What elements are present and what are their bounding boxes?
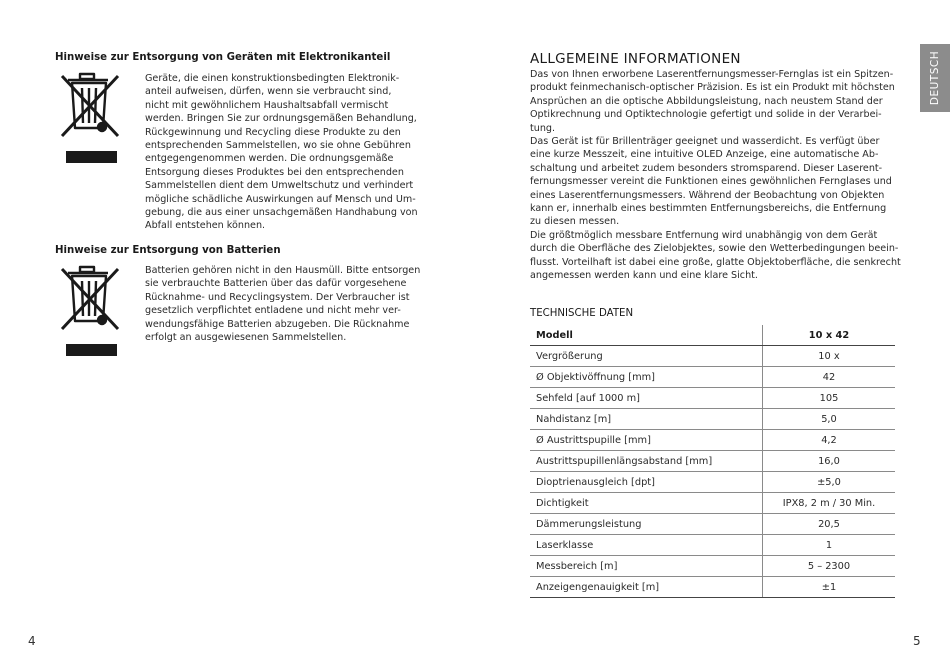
spec-label-cell: Anzeigengenauigkeit [m] bbox=[530, 577, 763, 598]
table-row bbox=[530, 346, 895, 367]
table-row bbox=[530, 367, 895, 388]
battery-heading: Hinweise zur Entsorgung von Batterien bbox=[55, 245, 281, 256]
general-info-text: Das von Ihnen erworbene Laserentfernungsmesser-Fernglas ist ein Spitzen- produkt feinmechanisch-optischer Präzision. Es ist ein Produkt mit höchsten Ansprüchen an die optische Abbildungsleistung, nach neustem Stand der Optikrechnung und Optiktechnologie gefertigt und solide in der Verarbei- tung. Das Gerät ist für Brillenträger geeignet und wasserdicht. Es verfügt über eine kurze Messzeit, eine intuitive OLED Anzeige, eine automatische Ab- schaltung und arbeitet zudem besonders stromsparend. Dieser Laserent- fernungsmesser vereint die Funktionen eines gewöhnlichen Fernglases und eines Laserentfernungsmessers. Während der Beobachtung von Objekten kann er, innerhalb eines bestimmten Entfernungsbereichs, die Entfernung zu diesen messen. Die größtmöglich messbare Entfernung wird unabhängig von dem Gerät durch die Oberfläche des Zielobjektes, sowie den Wetterbedingungen beein- flusst. Vorteilhaft ist dabei eine große, glatte Objektoberfläche, die senkrecht angemessen werden kann und eine klare Sicht. bbox=[530, 69, 901, 282]
tech-data-title: TECHNISCHE DATEN bbox=[530, 308, 634, 319]
spec-value-cell: 10 x bbox=[763, 346, 896, 367]
crossed-bin-icon bbox=[58, 70, 126, 166]
table-header-cell: Modell bbox=[530, 325, 763, 346]
spec-value-cell: 4,2 bbox=[763, 430, 896, 451]
language-tab-label: DEUTSCH bbox=[929, 50, 941, 106]
page-number-left: 4 bbox=[28, 634, 36, 648]
table-header-cell: 10 x 42 bbox=[763, 325, 896, 346]
spec-value-cell: 20,5 bbox=[763, 514, 896, 535]
spec-value-cell: 5 – 2300 bbox=[763, 556, 896, 577]
table-header-row bbox=[530, 325, 895, 346]
spec-label-cell: Dichtigkeit bbox=[530, 493, 763, 514]
spec-label-cell: Dämmerungsleistung bbox=[530, 514, 763, 535]
table-row bbox=[530, 535, 895, 556]
spec-value-cell: IPX8, 2 m / 30 Min. bbox=[763, 493, 896, 514]
page-number-right: 5 bbox=[913, 634, 921, 648]
spec-value-cell: 42 bbox=[763, 367, 896, 388]
table-row bbox=[530, 493, 895, 514]
spec-label-cell: Messbereich [m] bbox=[530, 556, 763, 577]
spec-value-cell: 16,0 bbox=[763, 451, 896, 472]
table-row bbox=[530, 451, 895, 472]
spec-label-cell: Ø Austrittspupille [mm] bbox=[530, 430, 763, 451]
spec-label-cell: Dioptrienausgleich [dpt] bbox=[530, 472, 763, 493]
weee-heading: Hinweise zur Entsorgung von Geräten mit Elektronikanteil bbox=[55, 52, 391, 63]
table-row bbox=[530, 388, 895, 409]
spec-value-cell: ±1 bbox=[763, 577, 896, 598]
spec-label-cell: Sehfeld [auf 1000 m] bbox=[530, 388, 763, 409]
spec-value-cell: ±5,0 bbox=[763, 472, 896, 493]
crossed-bin-battery-icon bbox=[58, 263, 126, 359]
table-row bbox=[530, 577, 895, 598]
battery-text: Batterien gehören nicht in den Hausmüll. Bitte entsorgen sie verbrauchte Batterien über das dafür vorgesehene Rücknahme- und Recyclingsystem. Der Verbraucher ist gesetzlich verpflichtet entladene und nicht mehr ver- wendungsfähige Batterien abzugeben. Die Rücknahme erfolgt an ausgewiesenen Sammelstellen. bbox=[145, 265, 421, 344]
spec-value-cell: 5,0 bbox=[763, 409, 896, 430]
spec-value-cell: 105 bbox=[763, 388, 896, 409]
table-row bbox=[530, 472, 895, 493]
spec-label-cell: Austrittspupillenlängsabstand [mm] bbox=[530, 451, 763, 472]
language-tab bbox=[920, 44, 950, 112]
spec-label-cell: Vergrößerung bbox=[530, 346, 763, 367]
tech-data-table bbox=[530, 325, 895, 598]
spec-value-cell: 1 bbox=[763, 535, 896, 556]
general-info-title: ALLGEMEINE INFORMATIONEN bbox=[530, 51, 741, 67]
weee-text: Geräte, die einen konstruktionsbedingten Elektronik- anteil aufweisen, dürfen, wenn sie verbraucht sind, nicht mit gewöhnlichem Haushaltsabfall vermischt werden. Bringen Sie zur ordnungsgemäßen Behandlung, Rückgewinnung und Recycling diese Produkte zu den entsprechenden Sammelstellen, wo sie ohne Gebühren entgegengenommen werden. Die ordnungsgemäße Entsorgung dieses Produktes bei den entsprechenden Sammelstellen dient dem Umweltschutz und verhindert mögliche schädliche Auswirkungen auf Mensch und Um- gebung, die aus einer unsachgemäßen Handhabung von Abfall entstehen können. bbox=[145, 73, 418, 232]
table-row bbox=[530, 556, 895, 577]
spec-label-cell: Nahdistanz [m] bbox=[530, 409, 763, 430]
table-row bbox=[530, 409, 895, 430]
spec-label-cell: Laserklasse bbox=[530, 535, 763, 556]
spec-label-cell: Ø Objektivöffnung [mm] bbox=[530, 367, 763, 388]
table-row bbox=[530, 430, 895, 451]
table-row bbox=[530, 514, 895, 535]
